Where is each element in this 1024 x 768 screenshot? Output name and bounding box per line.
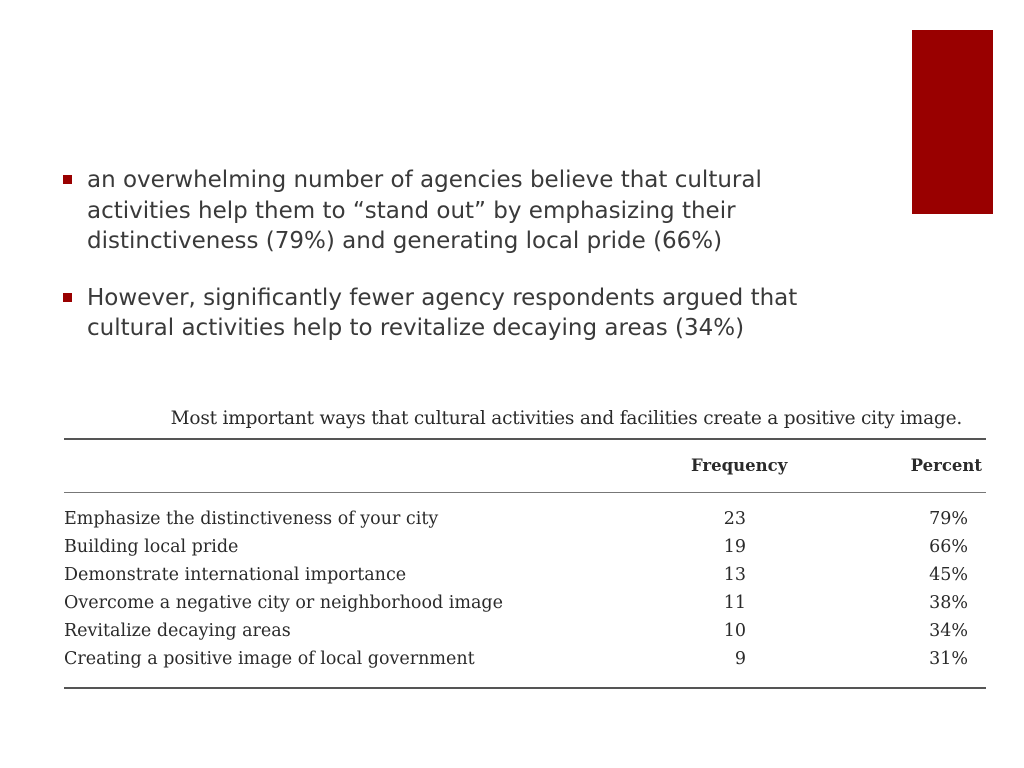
row-label: Demonstrate international importance xyxy=(64,565,407,585)
table-row xyxy=(64,533,986,561)
row-label: Building local pride xyxy=(64,537,239,557)
row-label: Creating a positive image of local government xyxy=(64,649,475,669)
bullet-text: an overwhelming number of agencies believe that cultural activities help them to “stand out” by emphasizing their distinctiveness (79%) and generating local pride (66%) xyxy=(87,167,762,254)
row-label: Emphasize the distinctiveness of your city xyxy=(64,509,439,529)
table-caption: Most important ways that cultural activities and facilities create a positive city image. xyxy=(170,408,962,429)
bullet-list xyxy=(62,165,862,370)
row-frequency: 23 xyxy=(723,509,746,529)
bullet-item xyxy=(62,283,862,344)
header-percent: Percent xyxy=(910,456,982,475)
table-header-row xyxy=(64,440,986,492)
table-row xyxy=(64,505,986,533)
square-bullet-icon xyxy=(63,293,72,302)
table-row xyxy=(64,589,986,617)
row-label: Overcome a negative city or neighborhood image xyxy=(64,593,503,613)
square-bullet-icon xyxy=(63,175,72,184)
row-label: Revitalize decaying areas xyxy=(64,621,291,641)
table-row xyxy=(64,645,986,673)
bullet-text: However, significantly fewer agency respondents argued that cultural activities help to revitalize decaying areas (34%) xyxy=(87,284,798,341)
bullet-item xyxy=(62,165,862,257)
data-table xyxy=(64,405,986,689)
accent-block xyxy=(912,30,993,214)
row-percent: 38% xyxy=(929,593,968,613)
table-row xyxy=(64,617,986,645)
row-frequency: 11 xyxy=(723,593,746,613)
row-frequency: 9 xyxy=(734,649,746,669)
row-percent: 34% xyxy=(929,621,968,641)
row-frequency: 10 xyxy=(723,621,746,641)
row-frequency: 19 xyxy=(723,537,746,557)
row-percent: 31% xyxy=(929,649,968,669)
table-row xyxy=(64,561,986,589)
table-body xyxy=(64,493,986,687)
table-bottom-rule xyxy=(64,687,986,689)
row-percent: 79% xyxy=(929,509,968,529)
row-percent: 66% xyxy=(929,537,968,557)
row-percent: 45% xyxy=(929,565,968,585)
header-frequency: Frequency xyxy=(691,456,788,475)
row-frequency: 13 xyxy=(723,565,746,585)
